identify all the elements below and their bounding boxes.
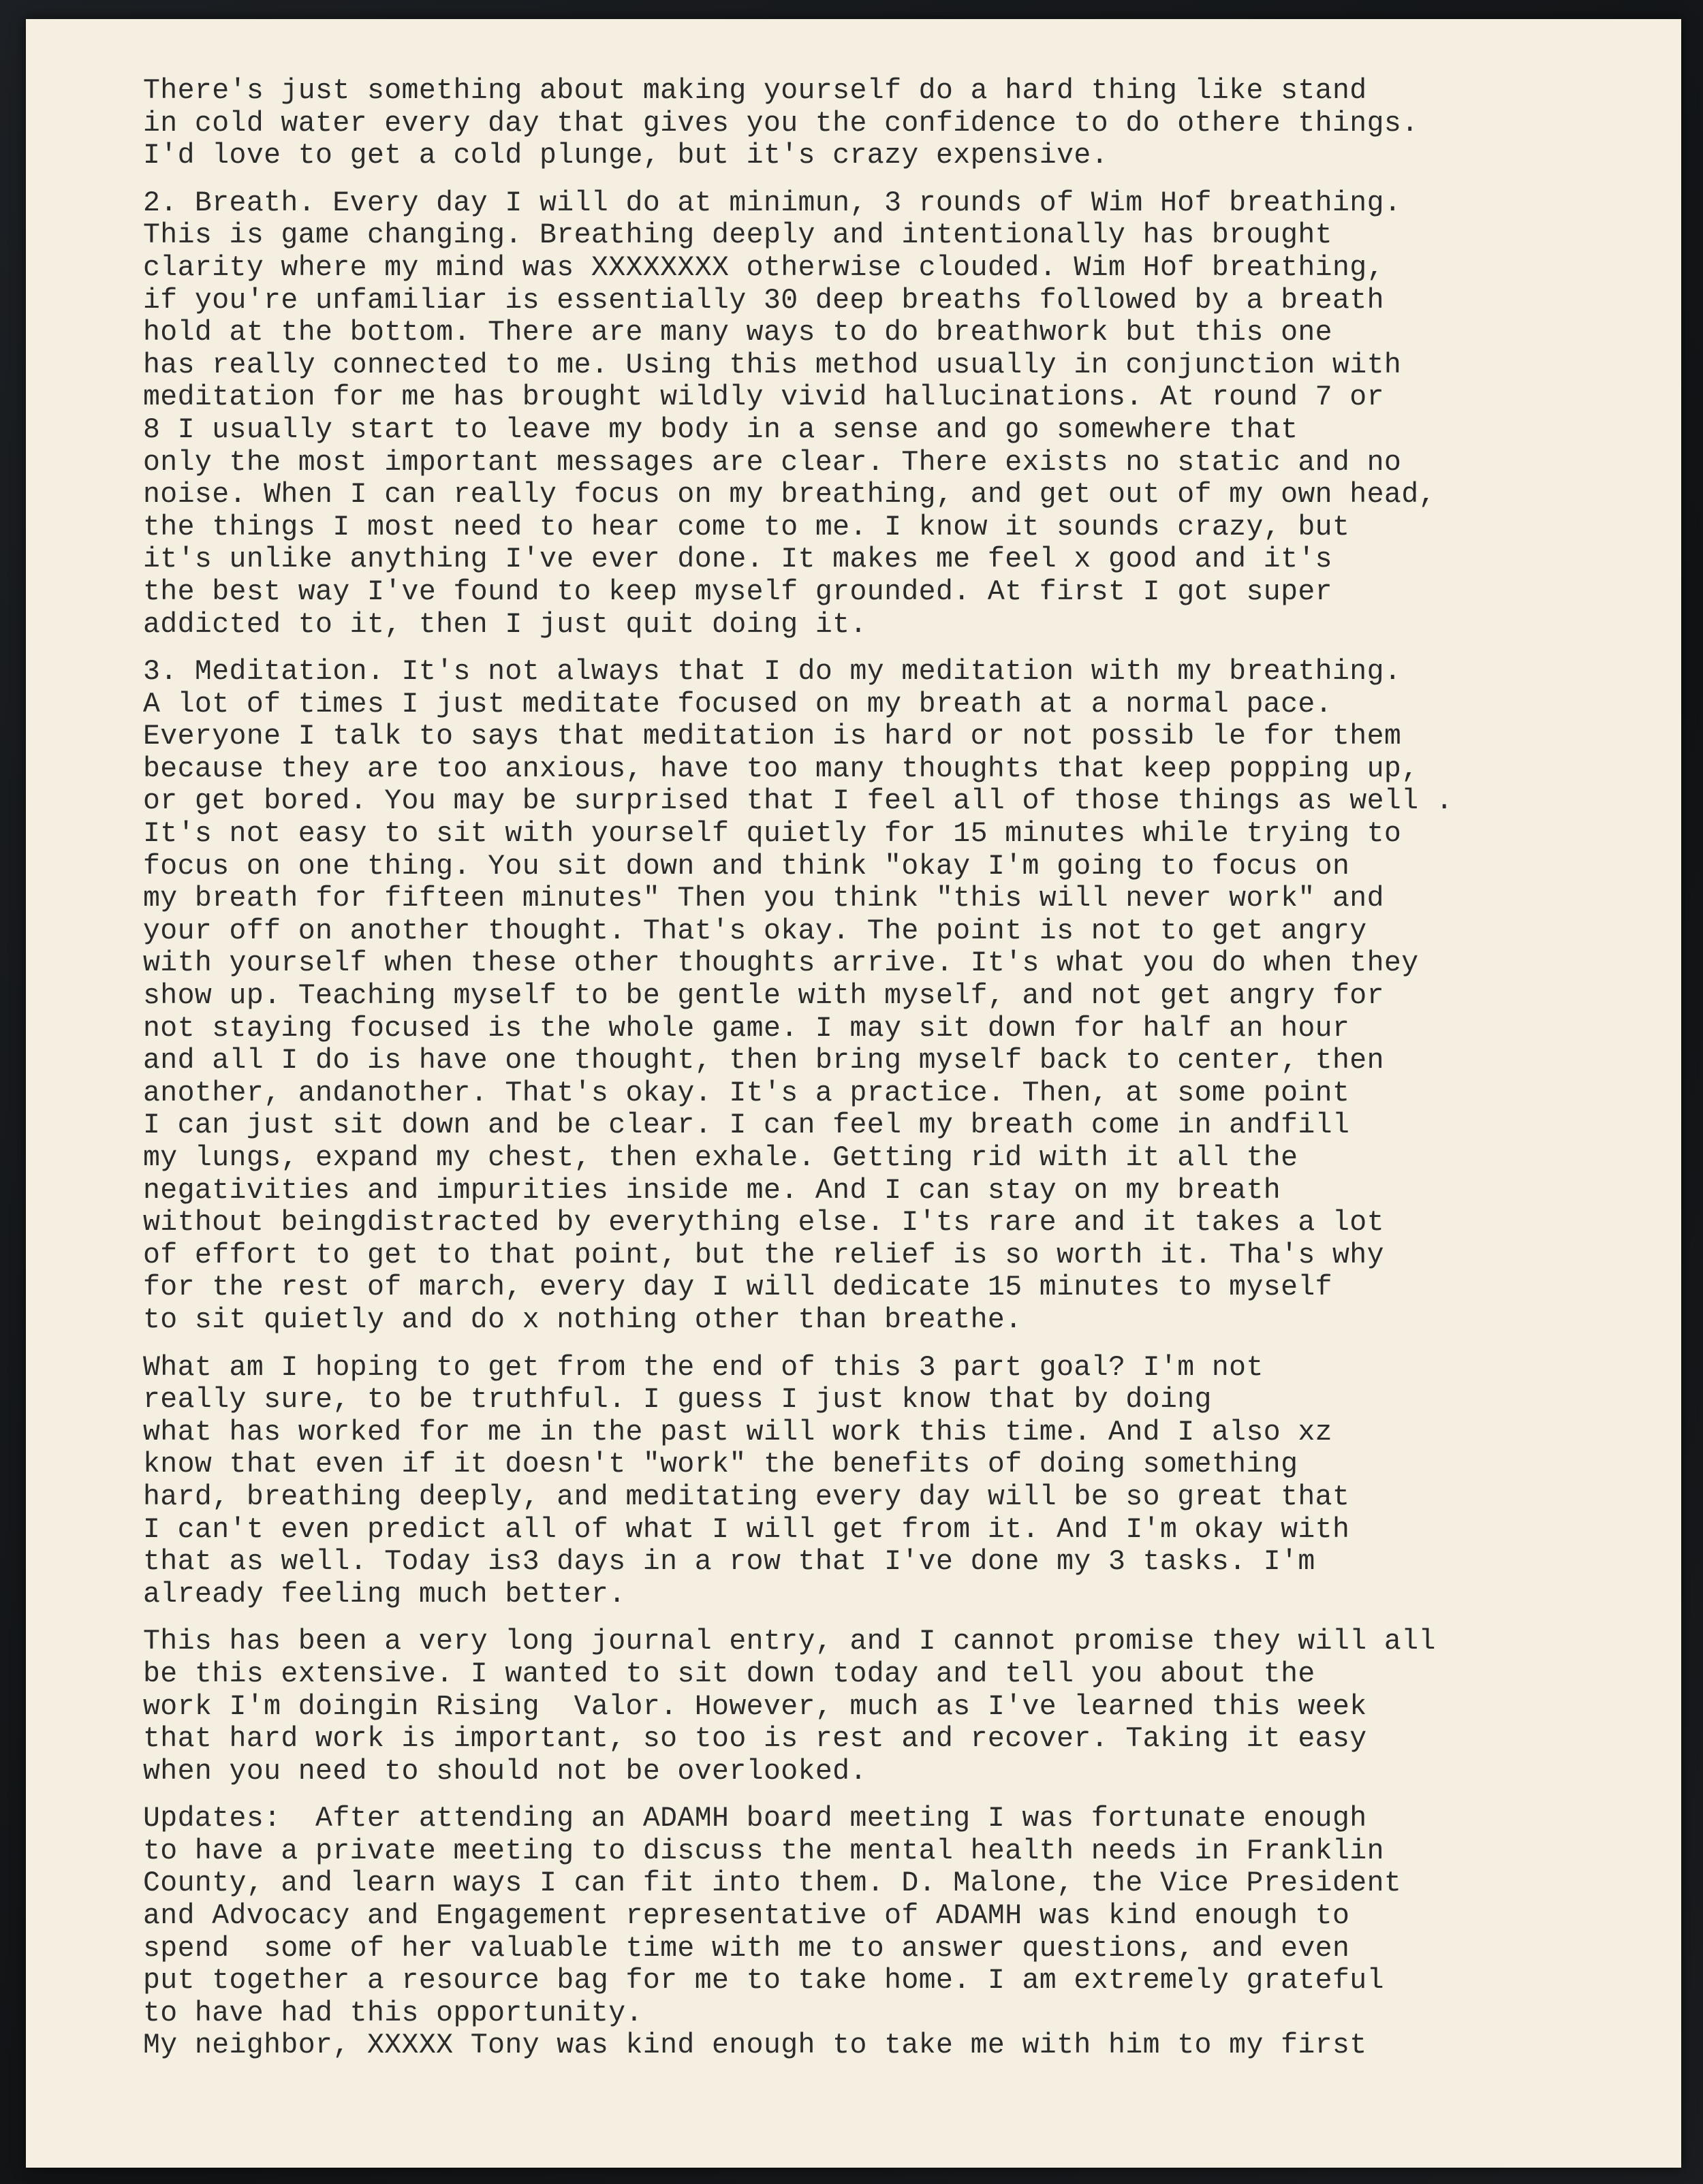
text-line: hard, breathing deeply, and meditating every day will be so great that xyxy=(143,1481,1350,1513)
text-line: when you need to should not be overlooked. xyxy=(143,1755,867,1788)
text-line: A lot of times I just meditate focused on my breath at a normal pace. xyxy=(143,688,1332,721)
text-line: my lungs, expand my chest, then exhale. Getting rid with it all the xyxy=(143,1142,1298,1174)
text-line: I can't even predict all of what I will get from it. And I'm okay with xyxy=(143,1513,1350,1546)
text-line: already feeling much better. xyxy=(143,1578,626,1611)
text-line: of effort to get to that point, but the relief is so worth it. Tha's why xyxy=(143,1239,1384,1271)
text-line: really sure, to be truthful. I guess I just know that by doing xyxy=(143,1384,1212,1417)
paragraph-goal-reflection xyxy=(143,1352,1662,1611)
text-line: only the most important messages are clear. There exists no static and no xyxy=(143,446,1402,479)
text-line: I can just sit down and be clear. I can feel my breath come in andfill xyxy=(143,1109,1350,1142)
text-line: without beingdistracted by everything else. I'ts rare and it takes a lot xyxy=(143,1207,1384,1239)
text-line: I'd love to get a cold plunge, but it's crazy expensive. xyxy=(143,140,1109,172)
text-line: 8 I usually start to leave my body in a sense and go somewhere that xyxy=(143,413,1298,446)
text-line: has really connected to me. Using this method usually in conjunction with xyxy=(143,349,1402,381)
text-line: not staying focused is the whole game. I may sit down for half an hour xyxy=(143,1012,1350,1045)
text-line: the things I most need to hear come to me. I know it sounds crazy, but xyxy=(143,511,1350,543)
text-line: Updates: After attending an ADAMH board meeting I was fortunate enough xyxy=(143,1803,1367,1835)
text-line: show up. Teaching myself to be gentle with myself, and not get angry for xyxy=(143,980,1384,1013)
text-line: to have had this opportunity. xyxy=(143,1997,643,2029)
text-line: your off on another thought. That's okay. The point is not to get angry xyxy=(143,915,1367,947)
text-line: There's just something about making yourself do a hard thing like stand xyxy=(143,75,1367,107)
text-line: for the rest of march, every day I will dedicate 15 minutes to myself xyxy=(143,1271,1332,1304)
paragraph-updates xyxy=(143,1803,1662,2062)
text-line: This has been a very long journal entry, and I cannot promise they will all xyxy=(143,1626,1436,1658)
text-line: addicted to it, then I just quit doing it. xyxy=(143,608,867,641)
text-line: focus on one thing. You sit down and think "okay I'm going to focus on xyxy=(143,850,1350,883)
text-line: in cold water every day that gives you the confidence to do othere things. xyxy=(143,107,1419,140)
paragraph-breath xyxy=(143,187,1662,641)
text-line: to have a private meeting to discuss the mental health needs in Franklin xyxy=(143,1835,1384,1867)
text-line: that hard work is important, so too is rest and recover. Taking it easy xyxy=(143,1723,1367,1756)
text-line: 2. Breath. Every day I will do at minimun, 3 rounds of Wim Hof breathing. xyxy=(143,187,1402,219)
text-line: County, and learn ways I can fit into them. D. Malone, the Vice President xyxy=(143,1867,1402,1900)
text-line: be this extensive. I wanted to sit down today and tell you about the xyxy=(143,1658,1315,1690)
text-line: my breath for fifteen minutes" Then you think "this will never work" and xyxy=(143,883,1384,915)
paragraph-journal-note xyxy=(143,1626,1662,1788)
text-line: if you're unfamiliar is essentially 30 deep breaths followed by a breath xyxy=(143,284,1384,317)
text-line: that as well. Today is3 days in a row that I've done my 3 tasks. I'm xyxy=(143,1546,1315,1579)
typewritten-page xyxy=(26,19,1681,2168)
text-line: because they are too anxious, have too many thoughts that keep popping up, xyxy=(143,753,1419,785)
text-line: noise. When I can really focus on my breathing, and get out of my own head, xyxy=(143,479,1436,511)
text-line: it's unlike anything I've ever done. It makes me feel x good and it's xyxy=(143,543,1332,576)
text-line: This is game changing. Breathing deeply and intentionally has brought xyxy=(143,219,1332,252)
text-line: hold at the bottom. There are many ways to do breathwork but this one xyxy=(143,317,1332,349)
paragraph-cold-water xyxy=(143,75,1662,172)
text-line: 3. Meditation. It's not always that I do my meditation with my breathing. xyxy=(143,656,1402,689)
text-line: with yourself when these other thoughts arrive. It's what you do when they xyxy=(143,947,1419,980)
text-line: negativities and impurities inside me. And I can stay on my breath xyxy=(143,1174,1281,1207)
text-line: clarity where my mind was XXXXXXXX otherwise clouded. Wim Hof breathing, xyxy=(143,251,1384,284)
page-text xyxy=(143,75,1662,2077)
text-line: put together a resource bag for me to take home. I am extremely grateful xyxy=(143,1965,1384,1997)
text-line: and all I do is have one thought, then bring myself back to center, then xyxy=(143,1045,1384,1077)
text-line: and Advocacy and Engagement representative of ADAMH was kind enough to xyxy=(143,1900,1350,1933)
text-line: to sit quietly and do x nothing other than breathe. xyxy=(143,1303,1022,1336)
text-line: or get bored. You may be surprised that I feel all of those things as well . xyxy=(143,785,1454,818)
text-line: the best way I've found to keep myself grounded. At first I got super xyxy=(143,575,1332,608)
text-line: spend some of her valuable time with me to answer questions, and even xyxy=(143,1932,1350,1965)
text-line: meditation for me has brought wildly vivid hallucinations. At round 7 or xyxy=(143,381,1384,414)
text-line: another, andanother. That's okay. It's a practice. Then, at some point xyxy=(143,1077,1350,1109)
paragraph-meditation xyxy=(143,656,1662,1336)
text-line: Everyone I talk to says that meditation is hard or not possib le for them xyxy=(143,721,1402,753)
text-line: It's not easy to sit with yourself quietly for 15 minutes while trying to xyxy=(143,818,1402,851)
text-line: work I'm doingin Rising Valor. However, much as I've learned this week xyxy=(143,1690,1367,1723)
text-line: What am I hoping to get from the end of this 3 part goal? I'm not xyxy=(143,1351,1264,1384)
text-line: know that even if it doesn't "work" the benefits of doing something xyxy=(143,1449,1298,1481)
text-line: what has worked for me in the past will work this time. And I also xz xyxy=(143,1416,1332,1449)
text-line: My neighbor, XXXXX Tony was kind enough to take me with him to my first xyxy=(143,2029,1367,2062)
